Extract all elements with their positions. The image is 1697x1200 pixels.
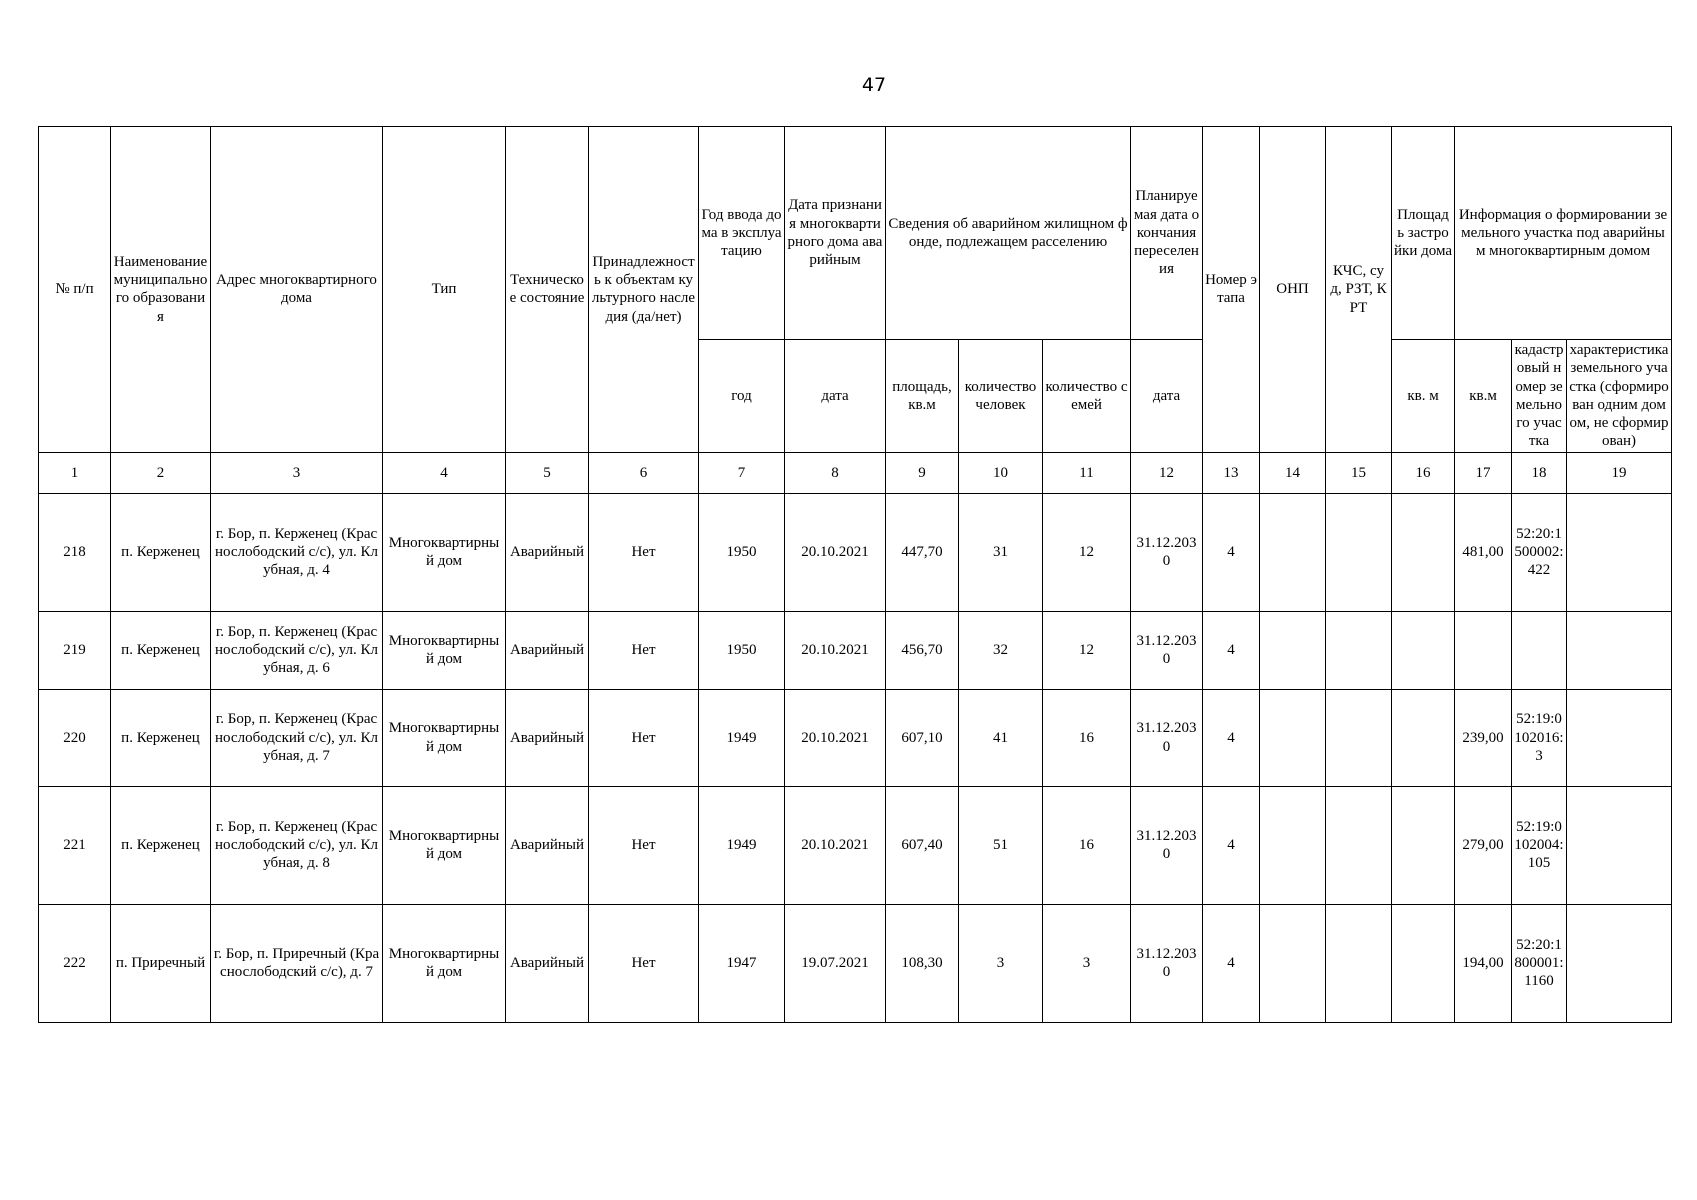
cell-address: г. Бор, п. Приречный (Краснослободский с/с), д. 7 (211, 904, 383, 1022)
cell-character (1567, 904, 1672, 1022)
cell-type: Многоквартирный дом (383, 904, 506, 1022)
cell-planned-date: 31.12.2030 (1131, 689, 1203, 786)
header-sub-families: количество семей (1043, 340, 1131, 453)
column-number: 5 (506, 452, 589, 493)
cell-planned-date: 31.12.2030 (1131, 493, 1203, 611)
cell-type: Многоквартирный дом (383, 493, 506, 611)
table-row (39, 611, 1672, 689)
cell-num: 222 (39, 904, 111, 1022)
cell-kchs (1326, 786, 1392, 904)
column-number: 18 (1512, 452, 1567, 493)
header-year-built: Год ввода дома в эксплуатацию (699, 127, 785, 340)
cell-num: 219 (39, 611, 111, 689)
column-number: 19 (1567, 452, 1672, 493)
cell-year: 1949 (699, 786, 785, 904)
cell-build-area (1392, 493, 1455, 611)
cell-planned-date: 31.12.2030 (1131, 904, 1203, 1022)
page-number: 47 (861, 74, 887, 96)
cell-municipality: п. Керженец (111, 786, 211, 904)
header-sub-date: дата (785, 340, 886, 453)
cell-area: 607,40 (886, 786, 959, 904)
cell-heritage: Нет (589, 786, 699, 904)
column-number: 6 (589, 452, 699, 493)
cell-build-area (1392, 689, 1455, 786)
cell-kchs (1326, 611, 1392, 689)
header-heritage: Принадлежность к объектам культурного наследия (да/нет) (589, 127, 699, 453)
cell-year: 1947 (699, 904, 785, 1022)
header-row-1 (39, 127, 1672, 340)
cell-onp (1260, 493, 1326, 611)
cell-area: 456,70 (886, 611, 959, 689)
header-land-character: характеристика земельного участка (сформирован одним домом, не сформирован) (1567, 340, 1672, 453)
cell-municipality: п. Керженец (111, 493, 211, 611)
cell-date: 20.10.2021 (785, 611, 886, 689)
column-number: 3 (211, 452, 383, 493)
column-number: 2 (111, 452, 211, 493)
cell-num: 221 (39, 786, 111, 904)
cell-kchs (1326, 493, 1392, 611)
header-info-emergency: Сведения об аварийном жилищном фонде, подлежащем расселению (886, 127, 1131, 340)
cell-build-area (1392, 786, 1455, 904)
cell-people: 51 (959, 786, 1043, 904)
emergency-housing-table (38, 126, 1672, 1023)
cell-date: 19.07.2021 (785, 904, 886, 1022)
cell-state: Аварийный (506, 493, 589, 611)
cell-num: 218 (39, 493, 111, 611)
cell-year: 1950 (699, 493, 785, 611)
header-sub-planned-date: дата (1131, 340, 1203, 453)
header-sub-people: количество человек (959, 340, 1043, 453)
cell-people: 32 (959, 611, 1043, 689)
header-onp: ОНП (1260, 127, 1326, 453)
cell-area: 607,10 (886, 689, 959, 786)
cell-cadastral: 52:19:0102016:3 (1512, 689, 1567, 786)
column-number: 17 (1455, 452, 1512, 493)
column-number: 7 (699, 452, 785, 493)
table-row (39, 904, 1672, 1022)
cell-municipality: п. Керженец (111, 611, 211, 689)
header-sub-year: год (699, 340, 785, 453)
cell-stage: 4 (1203, 904, 1260, 1022)
cell-stage: 4 (1203, 689, 1260, 786)
cell-land-area: 239,00 (1455, 689, 1512, 786)
cell-address: г. Бор, п. Керженец (Краснослободский с/с), ул. Клубная, д. 7 (211, 689, 383, 786)
column-number: 13 (1203, 452, 1260, 493)
cell-character (1567, 493, 1672, 611)
cell-land-area: 481,00 (1455, 493, 1512, 611)
header-type: Тип (383, 127, 506, 453)
cell-cadastral: 52:20:1800001:1160 (1512, 904, 1567, 1022)
cell-date: 20.10.2021 (785, 689, 886, 786)
cell-date: 20.10.2021 (785, 493, 886, 611)
cell-address: г. Бор, п. Керженец (Краснослободский с/с), ул. Клубная, д. 4 (211, 493, 383, 611)
column-number: 11 (1043, 452, 1131, 493)
column-number: 10 (959, 452, 1043, 493)
cell-heritage: Нет (589, 493, 699, 611)
cell-kchs (1326, 904, 1392, 1022)
cell-area: 447,70 (886, 493, 959, 611)
cell-people: 3 (959, 904, 1043, 1022)
cell-character (1567, 611, 1672, 689)
column-number: 8 (785, 452, 886, 493)
cell-build-area (1392, 904, 1455, 1022)
column-number-row (39, 452, 1672, 493)
cell-build-area (1392, 611, 1455, 689)
table-body (39, 493, 1672, 1022)
cell-type: Многоквартирный дом (383, 611, 506, 689)
cell-planned-date: 31.12.2030 (1131, 786, 1203, 904)
cell-area: 108,30 (886, 904, 959, 1022)
cell-stage: 4 (1203, 611, 1260, 689)
cell-year: 1950 (699, 611, 785, 689)
cell-municipality: п. Керженец (111, 689, 211, 786)
column-number: 16 (1392, 452, 1455, 493)
header-planned-date: Планируемая дата окончания переселения (1131, 127, 1203, 340)
cell-cadastral (1512, 611, 1567, 689)
cell-type: Многоквартирный дом (383, 689, 506, 786)
header-tech-state: Техническое состояние (506, 127, 589, 453)
header-cadastral: кадастровый номер земельного участка (1512, 340, 1567, 453)
cell-state: Аварийный (506, 611, 589, 689)
cell-families: 12 (1043, 611, 1131, 689)
cell-kchs (1326, 689, 1392, 786)
cell-state: Аварийный (506, 904, 589, 1022)
cell-families: 16 (1043, 786, 1131, 904)
cell-state: Аварийный (506, 689, 589, 786)
cell-stage: 4 (1203, 493, 1260, 611)
cell-type: Многоквартирный дом (383, 786, 506, 904)
cell-families: 12 (1043, 493, 1131, 611)
cell-character (1567, 689, 1672, 786)
cell-year: 1949 (699, 689, 785, 786)
column-number: 15 (1326, 452, 1392, 493)
table-row (39, 689, 1672, 786)
cell-people: 31 (959, 493, 1043, 611)
cell-heritage: Нет (589, 904, 699, 1022)
header-num: № п/п (39, 127, 111, 453)
cell-address: г. Бор, п. Керженец (Краснослободский с/с), ул. Клубная, д. 6 (211, 611, 383, 689)
header-date-recognized: Дата признания многоквартирного дома аварийным (785, 127, 886, 340)
cell-families: 3 (1043, 904, 1131, 1022)
cell-onp (1260, 786, 1326, 904)
header-build-area: Площадь застройки дома (1392, 127, 1455, 340)
cell-land-area (1455, 611, 1512, 689)
table-row (39, 493, 1672, 611)
cell-onp (1260, 904, 1326, 1022)
cell-date: 20.10.2021 (785, 786, 886, 904)
column-number: 1 (39, 452, 111, 493)
table-row (39, 786, 1672, 904)
cell-cadastral: 52:20:1500002:422 (1512, 493, 1567, 611)
header-unit-kvm-17: кв.м (1455, 340, 1512, 453)
cell-heritage: Нет (589, 689, 699, 786)
cell-families: 16 (1043, 689, 1131, 786)
header-stage-number: Номер этапа (1203, 127, 1260, 453)
cell-stage: 4 (1203, 786, 1260, 904)
cell-land-area: 194,00 (1455, 904, 1512, 1022)
cell-onp (1260, 689, 1326, 786)
header-kchs: КЧС, суд, РЗТ, КРТ (1326, 127, 1392, 453)
cell-state: Аварийный (506, 786, 589, 904)
cell-onp (1260, 611, 1326, 689)
column-number: 9 (886, 452, 959, 493)
header-address: Адрес многоквартирного дома (211, 127, 383, 453)
cell-character (1567, 786, 1672, 904)
header-land-info: Информация о формировании земельного участка под аварийным многоквартирным домом (1455, 127, 1672, 340)
header-sub-area: площадь, кв.м (886, 340, 959, 453)
column-number: 4 (383, 452, 506, 493)
cell-municipality: п. Приречный (111, 904, 211, 1022)
cell-cadastral: 52:19:0102004:105 (1512, 786, 1567, 904)
cell-people: 41 (959, 689, 1043, 786)
header-unit-kvm-16: кв. м (1392, 340, 1455, 453)
column-number: 12 (1131, 452, 1203, 493)
cell-heritage: Нет (589, 611, 699, 689)
cell-land-area: 279,00 (1455, 786, 1512, 904)
column-number: 14 (1260, 452, 1326, 493)
header-municipality: Наименование муниципального образования (111, 127, 211, 453)
cell-num: 220 (39, 689, 111, 786)
cell-address: г. Бор, п. Керженец (Краснослободский с/с), ул. Клубная, д. 8 (211, 786, 383, 904)
cell-planned-date: 31.12.2030 (1131, 611, 1203, 689)
